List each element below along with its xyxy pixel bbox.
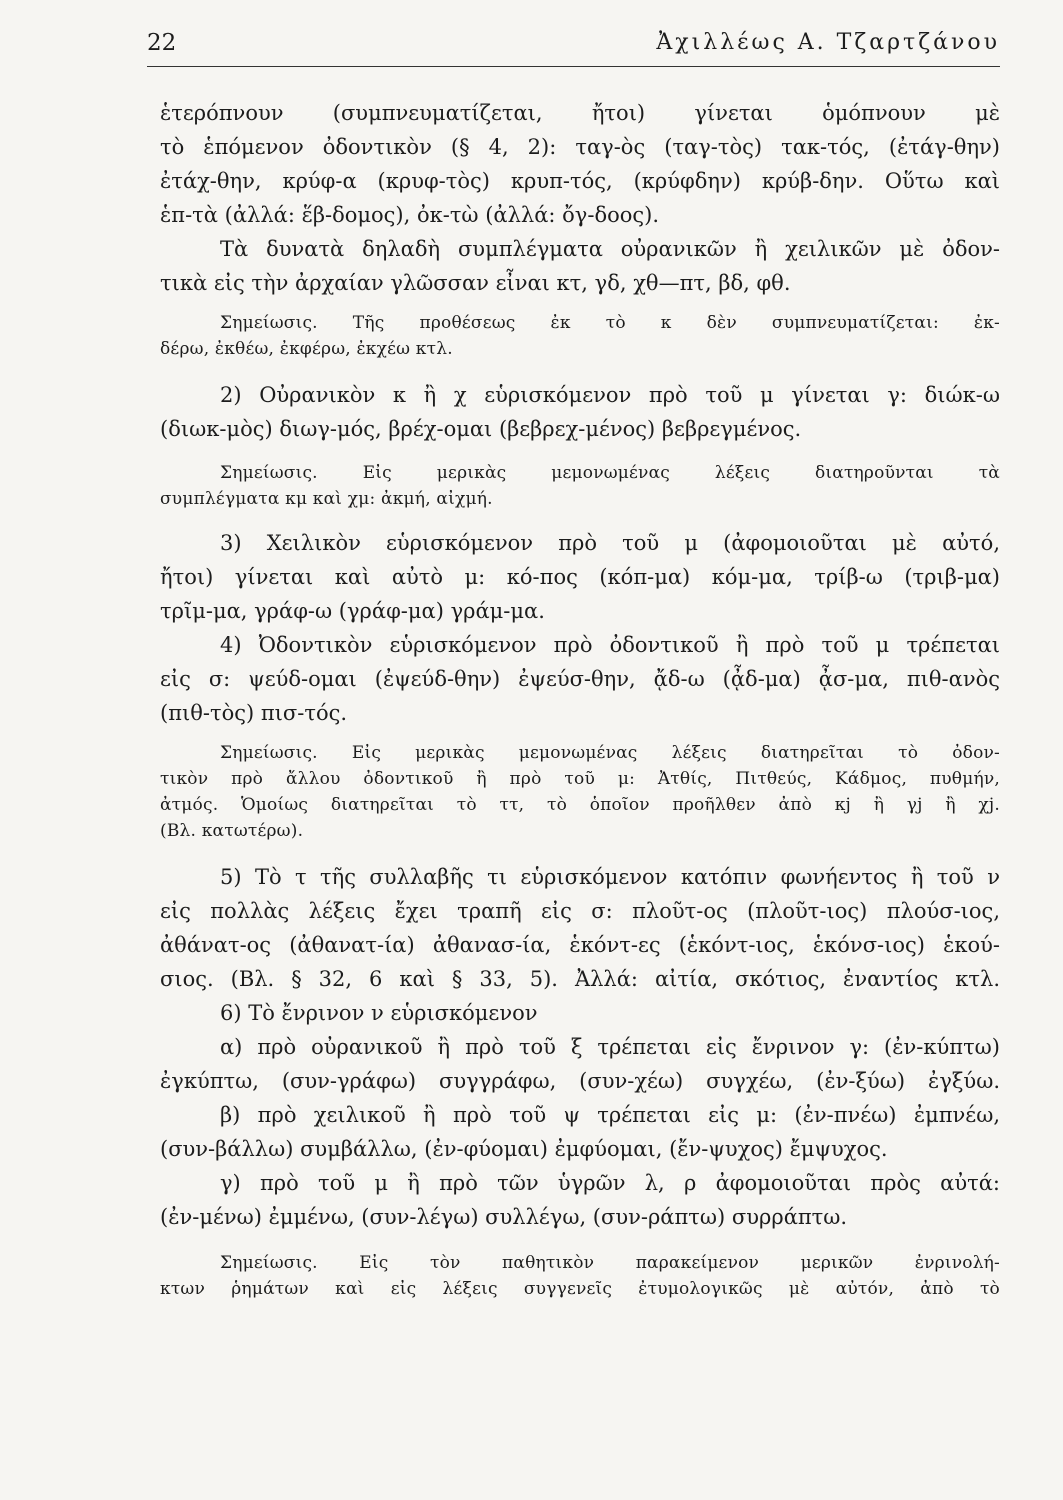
page-number: 22 bbox=[147, 30, 177, 56]
text-line: 2) Οὐρανικὸν κ ἢ χ εὑρισκόμενον πρὸ τοῦ μ γίνεται γ: διώκ-ω bbox=[220, 383, 1000, 407]
page-header bbox=[147, 30, 1000, 70]
text-line: ἐτάχ-θην, κρύφ-α (κρυφ-τὸς) κρυπ-τός, (κρύφδην) κρύβ-δην. Οὕτω καὶ bbox=[160, 169, 1000, 193]
text-line: ἑπ-τὰ (ἀλλά: ἕβ-δομος), ὀκ-τὼ (ἀλλά: ὄγ-δοος). bbox=[160, 203, 660, 227]
text-line: ἑτερόπνουν (συμπνευματίζεται, ἤτοι) γίνεται ὁμόπνουν μὲ bbox=[160, 101, 1000, 125]
text-line: Σημείωσις. Εἰς μερικὰς μεμονωμένας λέξεις διατηρεῖται τὸ ὀδον- bbox=[220, 743, 1000, 763]
text-line: Τὰ δυνατὰ δηλαδὴ συμπλέγματα οὐρανικῶν ἢ χειλικῶν μὲ ὀδον- bbox=[220, 237, 1000, 261]
text-line: δέρω, ἐκθέω, ἐκφέρω, ἐκχέω κτλ. bbox=[160, 339, 453, 359]
text-line: (Βλ. κατωτέρω). bbox=[160, 821, 304, 841]
text-line: 4) Ὀδοντικὸν εὑρισκόμενον πρὸ ὀδοντικοῦ ἢ πρὸ τοῦ μ τρέπεται bbox=[220, 633, 1000, 657]
text-line: (πιθ-τὸς) πισ-τός. bbox=[160, 701, 348, 725]
text-line: τικὰ εἰς τὴν ἀρχαίαν γλῶσσαν εἶναι κτ, γδ, χθ—πτ, βδ, φθ. bbox=[160, 271, 791, 295]
text-line: σιος. (Βλ. § 32, 6 καὶ § 33, 5). Ἀλλά: αἰτία, σκότιος, ἐναντίος κτλ. bbox=[160, 967, 1000, 991]
text-line: κτων ῥημάτων καὶ εἰς λέξεις συγγενεῖς ἐτυμολογικῶς μὲ αὐτόν, ἀπὸ τὸ bbox=[160, 1279, 1000, 1299]
text-line: (διωκ-μὸς) διωγ-μός, βρέχ-ομαι (βεβρεχ-μένος) βεβρεγμένος. bbox=[160, 417, 802, 441]
text-line: (ἐν-μένω) ἐμμένω, (συν-λέγω) συλλέγω, (συν-ράπτω) συρράπτω. bbox=[160, 1205, 848, 1229]
text-line: 3) Χειλικὸν εὑρισκόμενον πρὸ τοῦ μ (ἀφομοιοῦται μὲ αὐτό, bbox=[220, 531, 1000, 555]
text-line: ἀθάνατ-ος (ἀθανατ-ία) ἀθανασ-ία, ἑκόντ-ες (ἑκόντ-ιος, ἑκόνσ-ιος) ἑκού- bbox=[160, 933, 1000, 957]
text-line: συμπλέγματα κμ καὶ χμ: ἀκμή, αἰχμή. bbox=[160, 489, 493, 509]
text-line: α) πρὸ οὐρανικοῦ ἢ πρὸ τοῦ ξ τρέπεται εἰς ἔνρινον γ: (ἐν-κύπτω) bbox=[220, 1035, 1000, 1059]
text-line: Σημείωσις. Εἰς μερικὰς μεμονωμένας λέξεις διατηροῦνται τὰ bbox=[220, 463, 1000, 483]
text-line: τὸ ἑπόμενον ὀδοντικὸν (§ 4, 2): ταγ-ὸς (ταγ-τὸς) τακ-τός, (ἐτάγ-θην) bbox=[160, 135, 1000, 159]
header-rule bbox=[147, 66, 1000, 67]
text-line: (συν-βάλλω) συμβάλλω, (ἐν-φύομαι) ἐμφύομαι, (ἔν-ψυχος) ἔμψυχος. bbox=[160, 1137, 888, 1161]
text-line: Σημείωσις. Εἰς τὸν παθητικὸν παρακείμενον μερικῶν ἐνρινολή- bbox=[220, 1253, 1000, 1273]
text-line: τικὸν πρὸ ἄλλου ὀδοντικοῦ ἢ πρὸ τοῦ μ: Ἀτθίς, Πιτθεύς, Κάδμος, πυθμήν, bbox=[160, 769, 1000, 789]
text-line: τρῖμ-μα, γράφ-ω (γράφ-μα) γράμ-μα. bbox=[160, 599, 545, 623]
text-line: εἰς σ: ψεύδ-ομαι (ἐψεύδ-θην) ἐψεύσ-θην, ᾄδ-ω (ᾆδ-μα) ᾆσ-μα, πιθ-ανὸς bbox=[160, 667, 1000, 691]
text-line: ἐγκύπτω, (συν-γράφω) συγγράφω, (συν-χέω) συγχέω, (ἐν-ξύω) ἐγξύω. bbox=[160, 1069, 1000, 1093]
running-title: Ἀχιλλέως Α. Τζαρτζάνου bbox=[656, 30, 1000, 55]
text-line: ἀτμός. Ὁμοίως διατηρεῖται τὸ ττ, τὸ ὁποῖον προῆλθεν ἀπὸ κj ἢ γj ἢ χj. bbox=[160, 795, 1000, 815]
text-line: ἤτοι) γίνεται καὶ αὐτὸ μ: κό-πος (κόπ-μα) κόμ-μα, τρίβ-ω (τριβ-μα) bbox=[160, 565, 1000, 589]
text-line: γ) πρὸ τοῦ μ ἢ πρὸ τῶν ὑγρῶν λ, ρ ἀφομοιοῦται πρὸς αὐτά: bbox=[220, 1171, 1000, 1195]
text-body bbox=[160, 96, 1000, 1302]
text-line: 6) Τὸ ἔνρινον ν εὑρισκόμενον bbox=[220, 1001, 538, 1025]
text-line: Σημείωσις. Τῆς προθέσεως ἐκ τὸ κ δὲν συμπνευματίζεται: ἐκ- bbox=[220, 313, 1000, 333]
text-line: β) πρὸ χειλικοῦ ἢ πρὸ τοῦ ψ τρέπεται εἰς μ: (ἐν-πνέω) ἐμπνέω, bbox=[220, 1103, 1000, 1127]
text-line: 5) Τὸ τ τῆς συλλαβῆς τι εὑρισκόμενον κατόπιν φωνήεντος ἢ τοῦ ν bbox=[220, 865, 1000, 889]
text-line: εἰς πολλὰς λέξεις ἔχει τραπῆ εἰς σ: πλοῦτ-ος (πλοῦτ-ιος) πλούσ-ιος, bbox=[160, 899, 1000, 923]
